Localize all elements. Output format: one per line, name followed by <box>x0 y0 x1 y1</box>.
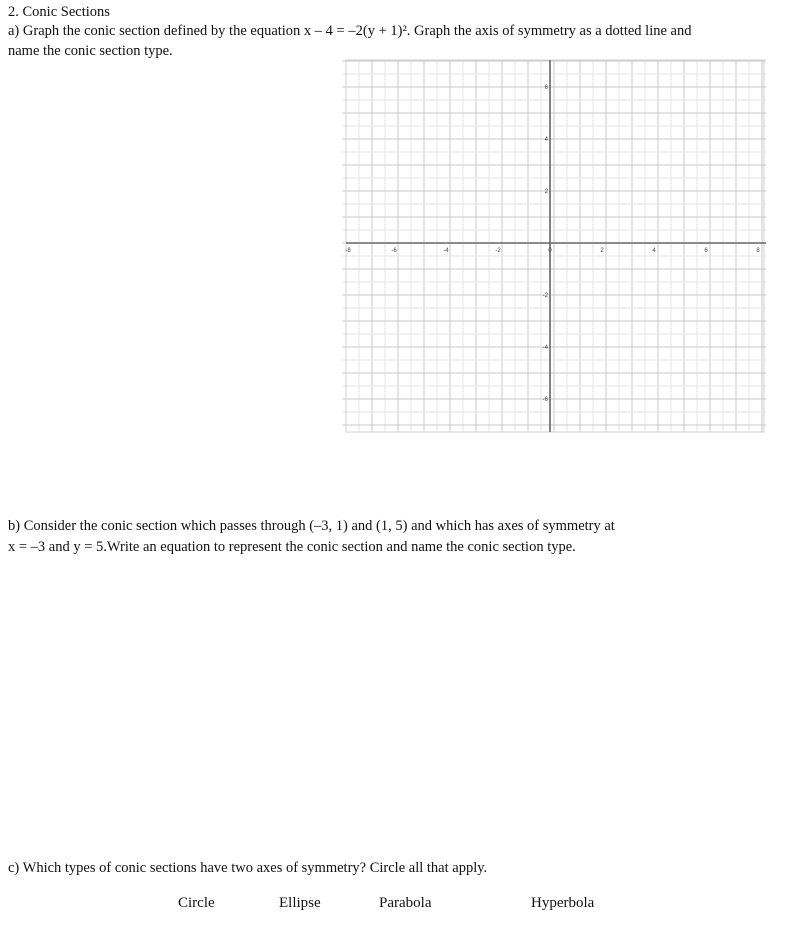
y-tick-label: 4 <box>544 137 548 143</box>
x-tick-label: 8 <box>756 248 760 254</box>
y-tick-label: 6 <box>544 85 548 91</box>
y-tick-label: -4 <box>542 345 548 351</box>
part-b-question-line-2: x = –3 and y = 5.Write an equation to represent the conic section and name the conic section type. <box>8 539 576 555</box>
x-tick-label: -6 <box>391 248 397 254</box>
x-tick-label: 0 <box>548 248 552 254</box>
y-tick-label: -2 <box>542 293 548 299</box>
tick-labels <box>345 85 760 403</box>
y-tick-label: 2 <box>544 189 548 195</box>
grid-lines <box>342 60 766 432</box>
axes <box>346 60 766 432</box>
choice-circle[interactable]: Circle <box>178 895 215 911</box>
x-tick-label: 2 <box>600 248 604 254</box>
part-a-question-line-1: a) Graph the conic section defined by the equation x – 4 = –2(y + 1)². Graph the axis of symmetry as a dotted line and <box>8 23 692 39</box>
part-c-question: c) Which types of conic sections have two axes of symmetry? Circle all that apply. <box>8 860 488 876</box>
y-tick-label: -6 <box>542 397 548 403</box>
choice-hyperbola[interactable]: Hyperbola <box>531 895 595 911</box>
grid-border <box>346 60 764 432</box>
coordinate-grid[interactable] <box>340 58 768 434</box>
choice-parabola[interactable]: Parabola <box>379 895 432 911</box>
part-a-question-line-2: name the conic section type. <box>8 43 173 59</box>
section-title: 2. Conic Sections <box>8 4 110 20</box>
x-tick-label: 4 <box>652 248 656 254</box>
x-tick-label: 6 <box>704 248 708 254</box>
x-tick-label: -2 <box>495 248 501 254</box>
x-tick-label: -8 <box>345 248 351 254</box>
part-b-question-line-1: b) Consider the conic section which passes through (–3, 1) and (1, 5) and which has axes of symmetry at <box>8 518 615 534</box>
x-tick-label: -4 <box>443 248 449 254</box>
choice-ellipse[interactable]: Ellipse <box>279 895 321 911</box>
